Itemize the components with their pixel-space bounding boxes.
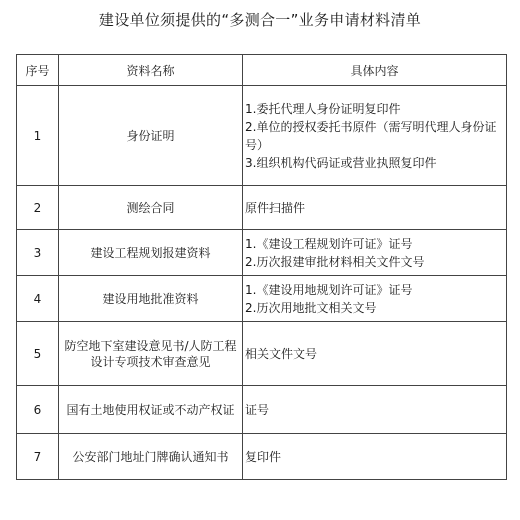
content-line: 1.委托代理人身份证明复印件: [245, 101, 401, 116]
header-material-name: 资料名称: [59, 55, 243, 86]
material-name: 建设用地批准资料: [59, 276, 243, 322]
content-line: 原件扫描件: [245, 200, 306, 215]
table-row: [17, 186, 507, 230]
table-row: [17, 386, 507, 434]
table-row: [17, 86, 507, 186]
header-content: 具体内容: [243, 55, 507, 86]
material-name: 建设工程规划报建资料: [59, 230, 243, 276]
content-line: 复印件: [245, 449, 282, 464]
material-name: 身份证明: [59, 86, 243, 186]
row-number: 2: [17, 186, 59, 230]
material-content: [243, 386, 507, 434]
row-number: 3: [17, 230, 59, 276]
content-line: 3.组织机构代码证或营业执照复印件: [245, 155, 437, 170]
material-content: [243, 276, 507, 322]
content-line: 相关文件文号: [245, 346, 318, 361]
row-number: 4: [17, 276, 59, 322]
content-line: 2.历次报建审批材料相关文件文号: [245, 254, 425, 269]
content-line: 1.《建设工程规划许可证》证号: [245, 236, 413, 251]
table-row: [17, 230, 507, 276]
content-line: 2.历次用地批文相关文号: [245, 300, 377, 315]
material-name: 国有土地使用权证或不动产权证: [59, 386, 243, 434]
table-header-row: [17, 55, 507, 86]
material-content: [243, 86, 507, 186]
table-row: [17, 322, 507, 386]
table-row: [17, 434, 507, 480]
row-number: 6: [17, 386, 59, 434]
table-row: [17, 276, 507, 322]
material-content: [243, 186, 507, 230]
material-content: [243, 230, 507, 276]
material-name: 防空地下室建设意见书/人防工程设计专项技术审查意见: [59, 322, 243, 386]
content-line: 2.单位的授权委托书原件（需写明代理人身份证号）: [245, 119, 497, 152]
content-line: 1.《建设用地规划许可证》证号: [245, 282, 413, 297]
row-number: 7: [17, 434, 59, 480]
row-number: 1: [17, 86, 59, 186]
document-title: 建设单位须提供的“多测合一”业务申请材料清单: [98, 11, 422, 29]
materials-table: [16, 54, 507, 480]
content-line: 证号: [245, 402, 270, 417]
header-serial-number: 序号: [17, 55, 59, 86]
material-name: 测绘合同: [59, 186, 243, 230]
material-content: [243, 322, 507, 386]
row-number: 5: [17, 322, 59, 386]
material-content: [243, 434, 507, 480]
material-name: 公安部门地址门牌确认通知书: [59, 434, 243, 480]
